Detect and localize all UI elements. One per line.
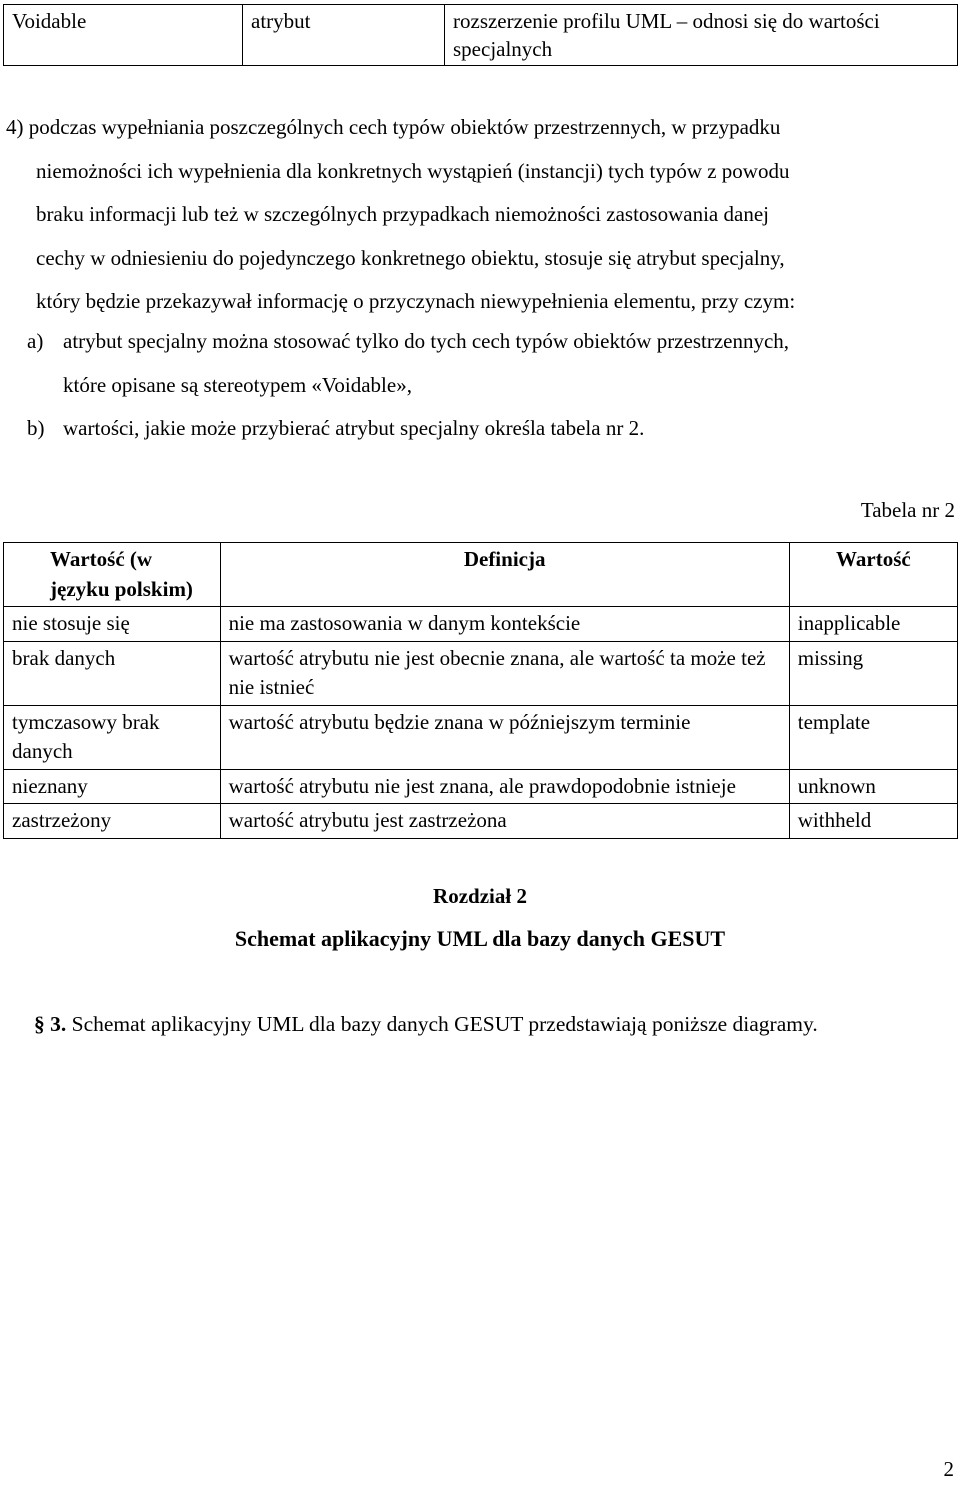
column-header-definition: Definicja — [220, 543, 789, 607]
table-cell: template — [789, 705, 957, 769]
list-marker: a) — [27, 329, 44, 353]
table-row — [4, 705, 958, 769]
table-cell-name: Voidable — [4, 5, 243, 66]
paragraph-line: braku informacji lub też w szczególnych przypadkach niemożności zastosowania danej — [36, 202, 769, 226]
paragraph-line: który będzie przekazywał informację o przyczynach niewypełnienia elementu, przy czym: — [36, 289, 796, 313]
voidable-table — [3, 4, 958, 66]
table-row — [4, 769, 958, 804]
list-text: atrybut specjalny można stosować tylko do tych cech typów obiektów przestrzennych, — [63, 329, 790, 353]
paragraph-marker: § 3. — [34, 1012, 67, 1036]
table-cell: wartość atrybutu będzie znana w późniejszym terminie — [220, 705, 789, 769]
list-item-b — [27, 407, 957, 451]
table-header-row — [4, 543, 958, 607]
paragraph-line: niemożności ich wypełnienia dla konkretnych wystąpień (instancji) tych typów z powodu — [36, 158, 790, 183]
table-row — [4, 607, 958, 642]
list-marker: b) — [27, 416, 45, 440]
table-row — [4, 5, 958, 66]
paragraph-line: cechy w odniesieniu do pojedynczego konkretnego obiektu, stosuje się atrybut specjalny, — [36, 245, 785, 270]
table-cell-type: atrybut — [243, 5, 445, 66]
chapter-title: Schemat aplikacyjny UML dla bazy danych GESUT — [234, 926, 726, 951]
list-text: które opisane są stereotypem «Voidable», — [63, 372, 412, 397]
table-row — [4, 641, 958, 705]
paragraph-3 — [34, 1012, 958, 1037]
table-cell: brak danych — [4, 641, 221, 705]
list-item-a — [27, 320, 957, 407]
paragraph-4 — [6, 106, 958, 324]
paragraph-line: 4) podczas wypełniania poszczególnych cech typów obiektów przestrzennych, w przypadku — [6, 115, 781, 139]
page-number: 2 — [943, 1457, 954, 1481]
table-cell: unknown — [789, 769, 957, 804]
table-cell-description: rozszerzenie profilu UML – odnosi się do wartości specjalnych — [445, 5, 958, 66]
table-cell: nie ma zastosowania w danym kontekście — [220, 607, 789, 642]
table-cell: nie stosuje się — [4, 607, 221, 642]
table-cell: missing — [789, 641, 957, 705]
table-cell: withheld — [789, 804, 957, 839]
chapter-number: Rozdział 2 — [433, 884, 527, 908]
table-caption: Tabela nr 2 — [860, 498, 955, 522]
paragraph-text: Schemat aplikacyjny UML dla bazy danych GESUT przedstawiają poniższe diagramy. — [71, 1012, 818, 1036]
table-cell: zastrzeżony — [4, 804, 221, 839]
table-cell: wartość atrybutu jest zastrzeżona — [220, 804, 789, 839]
special-values-table — [3, 542, 958, 839]
column-header-value: Wartość — [789, 543, 957, 607]
table-cell: tymczasowy brak danych — [4, 705, 221, 769]
table-cell: nieznany — [4, 769, 221, 804]
table-cell: wartość atrybutu nie jest obecnie znana, ale wartość ta może też nie istnieć — [220, 641, 789, 705]
list-text: wartości, jakie może przybierać atrybut specjalny określa tabela nr 2. — [63, 416, 645, 440]
table-cell: inapplicable — [789, 607, 957, 642]
table-row — [4, 804, 958, 839]
column-header-polish-value: Wartość (w języku polskim) — [4, 543, 221, 607]
table-cell: wartość atrybutu nie jest znana, ale prawdopodobnie istnieje — [220, 769, 789, 804]
